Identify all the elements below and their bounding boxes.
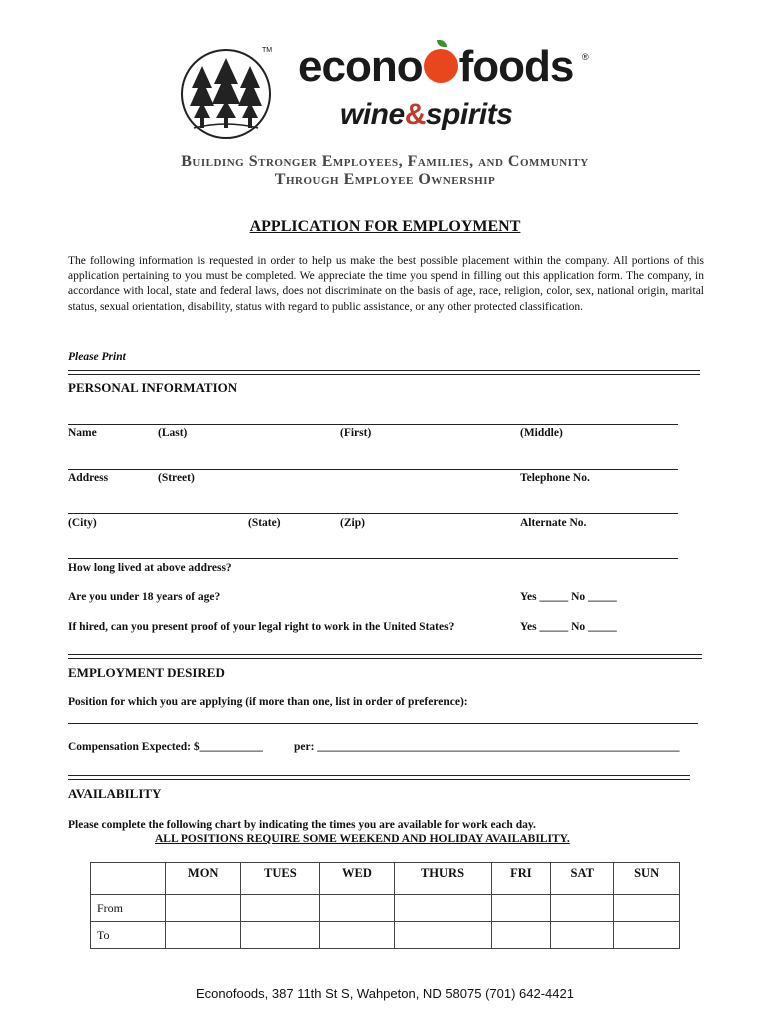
last-name-label: (Last)	[158, 427, 188, 439]
first-name-label: (First)	[340, 427, 372, 439]
please-print-note: Please Print	[68, 351, 126, 363]
zip-label: (Zip)	[340, 517, 365, 529]
how-long-line[interactable]	[68, 558, 678, 559]
to-thurs-cell[interactable]	[394, 922, 491, 949]
intro-paragraph: The following information is requested in order to help us make the best possible placement within the company. All portions of this application pertaining to you must be completed. We appreciate the time you spend in filling out this application form. The company, in accordance with local, state and federal laws, does not discriminate on the basis of age, race, religion, color, sex, national origin, marital status, sexual orientation, disability, status with regard to public assistance, or any other protected classification.	[68, 255, 704, 313]
position-label: Position for which you are applying (if more than one, list in order of preference):	[68, 696, 468, 708]
day-header-sat: SAT	[551, 863, 614, 895]
page-title: APPLICATION FOR EMPLOYMENT	[249, 218, 521, 235]
brand-name-part2: foods	[458, 42, 574, 91]
city-label: (City)	[68, 517, 97, 529]
to-wed-cell[interactable]	[320, 922, 394, 949]
employment-heading: EMPLOYMENT DESIRED	[68, 665, 225, 680]
under18-yes-no[interactable]: Yes _____ No _____	[520, 591, 617, 603]
per-label[interactable]: per: _______________________________________________________________	[294, 741, 680, 753]
brand-sub-part1: wine	[340, 98, 405, 131]
footer-address: Econofoods, 387 11th St S, Wahpeton, ND 58075 (701) 642-4421	[196, 986, 574, 1001]
brand-subtitle	[340, 98, 512, 132]
brand-sub-part2: spirits	[425, 98, 513, 131]
from-tues-cell[interactable]	[241, 895, 320, 922]
day-header-sun: SUN	[614, 863, 680, 895]
to-tues-cell[interactable]	[241, 922, 320, 949]
tagline-line2: Through Employee Ownership	[274, 171, 496, 188]
proof-question: If hired, can you present proof of your legal right to work in the United States?	[68, 621, 455, 633]
compensation-label[interactable]: Compensation Expected: $___________	[68, 741, 263, 753]
to-mon-cell[interactable]	[166, 922, 241, 949]
day-header-fri: FRI	[491, 863, 551, 895]
trademark-mark: TM	[262, 47, 273, 54]
tree-logo-icon	[180, 48, 272, 140]
from-sun-cell[interactable]	[614, 895, 680, 922]
table-row-from	[91, 895, 680, 922]
availability-instruction: Please complete the following chart by indicating the times you are available for work each day.	[68, 819, 536, 831]
availability-heading: AVAILABILITY	[68, 786, 162, 801]
table-corner-cell	[91, 863, 166, 895]
brand-name	[298, 42, 573, 92]
from-wed-cell[interactable]	[320, 895, 394, 922]
row-label-from: From	[91, 895, 166, 922]
availability-requirement: ALL POSITIONS REQUIRE SOME WEEKEND AND HOLIDAY AVAILABILITY.	[155, 833, 570, 845]
position-line[interactable]	[68, 723, 698, 724]
from-sat-cell[interactable]	[551, 895, 614, 922]
table-header-row	[91, 863, 680, 895]
brand-sub-amp: &	[404, 98, 426, 131]
availability-table	[90, 862, 680, 949]
apple-icon	[424, 49, 458, 83]
section-divider	[68, 370, 700, 375]
telephone-label: Telephone No.	[520, 472, 590, 484]
from-fri-cell[interactable]	[491, 895, 551, 922]
day-header-tues: TUES	[241, 863, 320, 895]
day-header-wed: WED	[320, 863, 394, 895]
name-line[interactable]	[68, 424, 678, 425]
alternate-label: Alternate No.	[520, 517, 587, 529]
section-divider	[68, 775, 690, 780]
middle-name-label: (Middle)	[520, 427, 563, 439]
to-fri-cell[interactable]	[491, 922, 551, 949]
street-label: (Street)	[158, 472, 195, 484]
state-label: (State)	[248, 517, 281, 529]
proof-yes-no[interactable]: Yes _____ No _____	[520, 621, 617, 633]
address-line[interactable]	[68, 469, 678, 470]
from-thurs-cell[interactable]	[394, 895, 491, 922]
from-mon-cell[interactable]	[166, 895, 241, 922]
day-header-mon: MON	[166, 863, 241, 895]
table-row-to	[91, 922, 680, 949]
day-header-thurs: THURS	[394, 863, 491, 895]
how-long-label: How long lived at above address?	[68, 562, 232, 574]
city-line[interactable]	[68, 513, 678, 514]
tagline-line1: Building Stronger Employees, Families, and Community	[181, 153, 589, 170]
registered-mark: ®	[582, 52, 589, 62]
to-sat-cell[interactable]	[551, 922, 614, 949]
name-label: Name	[68, 427, 97, 439]
under18-question: Are you under 18 years of age?	[68, 591, 221, 603]
to-sun-cell[interactable]	[614, 922, 680, 949]
personal-info-heading: PERSONAL INFORMATION	[68, 380, 238, 395]
section-divider	[68, 654, 702, 659]
row-label-to: To	[91, 922, 166, 949]
address-label: Address	[68, 472, 109, 484]
brand-name-part1: econo	[298, 42, 423, 91]
